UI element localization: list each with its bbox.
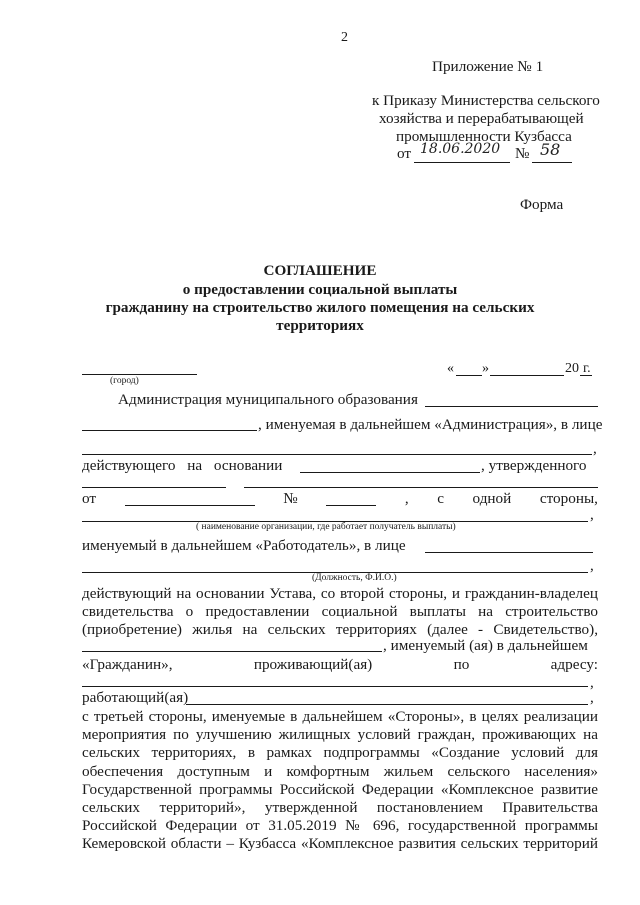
living-word: проживающий(ая) (253, 656, 373, 673)
citizen-word: «Гражданин», (82, 656, 173, 673)
citizen-name-line (82, 651, 382, 652)
date-year-suffix: г. (583, 361, 591, 376)
paragraph-line: с третьей стороны, именуемые в дальнейшем «Стороны», в целях реализации (82, 708, 598, 725)
number-line (326, 490, 376, 506)
admin-approved-label: , утвержденного (481, 457, 587, 474)
citizen-address-fill-line (82, 686, 588, 687)
agreement-subtitle-1: о предоставлении социальной выплаты (182, 281, 458, 298)
city-line (82, 374, 197, 375)
page-number: 2 (341, 30, 348, 45)
appendix-line-1: к Приказу Министерства сельского (372, 92, 600, 109)
side-word: стороны, (539, 490, 598, 507)
admin-representative-end: , (593, 440, 597, 457)
form-label: Форма (520, 196, 564, 213)
employer-named-as: именуемый в дальнейшем «Работодатель», в лице (82, 537, 406, 554)
citizen-work-end: , (590, 689, 594, 706)
admin-basis-line-2 (82, 487, 226, 488)
citizen-work-label: работающий(ая) (82, 689, 189, 706)
agreement-subtitle-3: территориях (276, 317, 364, 334)
paragraph-line: Российской Федерации от 31.05.2019 № 696, государственной программы (82, 817, 598, 835)
appendix-date-handwritten: 18.06.2020 (420, 141, 501, 157)
first-party-line (82, 490, 598, 508)
employer-rep-end: , (590, 557, 594, 574)
citizen-address-line (82, 656, 598, 674)
date-year-prefix: 20 (565, 361, 579, 376)
paragraph-line: обеспечения доступным и комфортным жильем сельского населения» (82, 762, 598, 780)
citizen-work-line (186, 704, 588, 705)
appendix-number-line (532, 162, 572, 163)
at-word: по (453, 656, 470, 673)
paragraph-citizen-intro (82, 585, 598, 640)
city-caption: (город) (110, 376, 139, 386)
admin-basis-line (300, 472, 480, 473)
paragraph-line: мероприятия по улучшению жилищных условий граждан, проживающих на (82, 726, 598, 744)
appendix-line-2: хозяйства и перерабатывающей (379, 110, 584, 127)
with-word: с (437, 490, 444, 507)
paragraph-line: Государственной программы Российской Федерации «Комплексное развитие (82, 780, 598, 798)
admin-name-line (425, 406, 598, 407)
citizen-address-end: , (590, 674, 594, 691)
admin-named-as: , именуемая в дальнейшем «Администрация», в лице (258, 416, 603, 433)
date-month-line (490, 375, 564, 376)
appendix-date-line (414, 162, 510, 163)
employer-rep-caption: (Должность, Ф.И.О.) (312, 573, 397, 583)
paragraph-line: (приобретение) жилья на сельских территориях (далее - Свидетельство), (82, 621, 598, 639)
address-word: адресу: (550, 656, 598, 673)
from-date-line (125, 490, 255, 506)
admin-intro: Администрация муниципального образования (118, 391, 418, 408)
appendix-number-handwritten: 58 (540, 140, 561, 159)
one-word: одной (472, 490, 512, 507)
admin-representative-line (82, 454, 592, 455)
comma: , (404, 490, 409, 507)
paragraph-purpose (82, 708, 598, 854)
date-open-quote: « (447, 361, 454, 376)
admin-basis-line-3 (244, 487, 598, 488)
appendix-title: Приложение № 1 (432, 58, 544, 75)
paragraph-line: свидетельства о предоставлении социальной выплаты на строительство (82, 603, 598, 621)
agreement-title: СОГЛАШЕНИЕ (263, 262, 377, 279)
paragraph-line: сельских территорий», утвержденной постановлением Правительства (82, 799, 598, 817)
admin-basis-label: действующего на основании (82, 457, 283, 474)
from-label: от (82, 490, 97, 507)
admin-name-line-2 (82, 430, 257, 431)
number-label: № (283, 490, 298, 507)
employer-org-end: , (590, 506, 594, 523)
appendix-line-3: промышленности Кузбасса (396, 128, 572, 145)
paragraph-line: Кемеровской области – Кузбасса «Комплексное развития сельских территорий (82, 835, 598, 853)
citizen-named-as: , именуемый (ая) в дальнейшем (383, 637, 588, 654)
paragraph-line: действующий на основании Устава, со второй стороны, и гражданин-владелец (82, 585, 598, 602)
date-day-line (456, 375, 482, 376)
appendix-number-prefix: № (515, 145, 530, 162)
employer-rep-line (425, 552, 593, 553)
agreement-subtitle-2: гражданину на строительство жилого помещения на сельских (105, 299, 535, 316)
date-close-quote: » (482, 361, 489, 376)
appendix-date-prefix: от (397, 145, 412, 162)
employer-org-caption: ( наименование организации, где работает получатель выплаты) (196, 522, 456, 532)
paragraph-line: сельских территориях, в рамках подпрограммы «Создание условий для (82, 744, 598, 762)
